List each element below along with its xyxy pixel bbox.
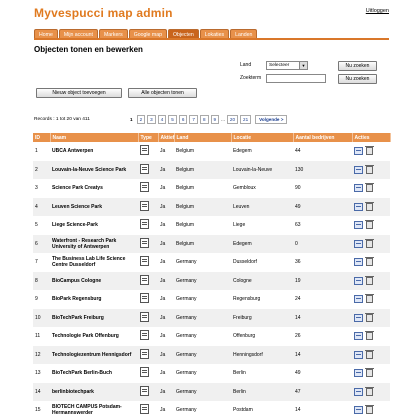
cell-location: Offenburg <box>233 333 256 340</box>
trash-icon[interactable] <box>366 295 373 303</box>
cell-actions <box>352 142 390 161</box>
cell-location: Edegem <box>231 235 293 254</box>
page-link[interactable]: 21 <box>240 115 251 124</box>
table-row <box>33 161 390 180</box>
cell-company-count: 49 <box>293 198 352 217</box>
column-header: Acties <box>352 133 390 142</box>
document-icon <box>140 386 149 396</box>
trash-icon[interactable] <box>366 314 373 322</box>
cell-land: Germany <box>176 259 197 266</box>
document-icon <box>140 201 149 211</box>
land-select[interactable] <box>266 61 308 70</box>
edit-icon[interactable] <box>354 277 363 285</box>
page-link[interactable]: 6 <box>179 115 188 124</box>
cell-active: Ja <box>160 333 166 340</box>
records-count: Records : 1 tot 20 van 411 <box>34 117 90 122</box>
document-icon <box>140 312 149 322</box>
cell-name: BioTechPark Berlin-Buch <box>52 370 112 377</box>
cell-actions <box>352 290 390 309</box>
cell-company-count: 36 <box>295 259 301 266</box>
cell-company-count: 63 <box>295 222 301 229</box>
cell-land: Belgium <box>176 185 195 192</box>
cell-company-count: 19 <box>293 272 352 291</box>
cell-name: BioTechPark Freiburg <box>50 309 138 328</box>
cell-type <box>138 383 158 402</box>
edit-icon[interactable] <box>354 406 363 414</box>
cell-actions <box>352 253 390 272</box>
edit-icon[interactable] <box>354 351 363 359</box>
cell-type <box>138 253 158 272</box>
cell-land: Germany <box>176 370 197 377</box>
document-icon <box>140 145 149 155</box>
edit-icon[interactable] <box>354 221 363 229</box>
cell-id: 6 <box>33 235 50 254</box>
cell-land: Belgium <box>174 198 231 217</box>
pagination <box>128 115 287 124</box>
search-input[interactable] <box>266 74 326 83</box>
cell-company-count: 49 <box>295 370 301 377</box>
cell-type <box>138 198 158 217</box>
cell-type <box>138 364 158 383</box>
trash-icon[interactable] <box>366 184 373 192</box>
cell-land: Germany <box>174 383 231 402</box>
tab-mijn-account[interactable]: Mijn account <box>59 29 98 39</box>
cell-type <box>138 309 158 328</box>
cell-company-count: 44 <box>295 148 301 155</box>
trash-icon[interactable] <box>366 147 373 155</box>
edit-icon[interactable] <box>354 240 363 248</box>
cell-name: Science Park Creatys <box>52 185 103 192</box>
cell-company-count: 90 <box>295 185 301 192</box>
page-ellipsis: ... <box>221 117 225 122</box>
page-link[interactable]: 9 <box>211 115 220 124</box>
cell-name: berlinbiotechpark <box>50 383 138 402</box>
cell-location: Edegem <box>233 148 252 155</box>
table-row <box>33 327 390 346</box>
table-row <box>33 383 390 402</box>
trash-icon[interactable] <box>366 369 373 377</box>
cell-name: Technologiezentrum Hennigsdorf <box>50 346 138 365</box>
cell-id: 5 <box>35 222 38 229</box>
table-row <box>33 253 390 272</box>
cell-id: 10 <box>33 309 50 328</box>
cell-land: Belgium <box>176 222 195 229</box>
document-icon <box>140 349 149 359</box>
cell-company-count: 14 <box>293 309 352 328</box>
cell-type <box>138 179 158 198</box>
land-select-value: Selecteer <box>269 63 290 68</box>
trash-icon[interactable] <box>366 351 373 359</box>
table-row <box>33 198 390 217</box>
column-header: ID <box>33 133 50 142</box>
trash-icon[interactable] <box>366 203 373 211</box>
cell-location: Leuven <box>231 198 293 217</box>
cell-active: Ja <box>160 185 166 192</box>
cell-actions <box>352 383 390 402</box>
table-row <box>33 216 390 235</box>
cell-company-count: 24 <box>295 296 301 303</box>
edit-icon[interactable] <box>354 369 363 377</box>
trash-icon[interactable] <box>366 332 373 340</box>
cell-location: Berlin <box>231 383 293 402</box>
document-icon <box>140 219 149 229</box>
column-header: Aktief <box>158 133 174 142</box>
page-link[interactable]: 2 <box>137 115 146 124</box>
trash-icon[interactable] <box>366 388 373 396</box>
cell-land: Germany <box>176 333 197 340</box>
cell-active: Ja <box>158 198 174 217</box>
cell-company-count: 14 <box>293 346 352 365</box>
tab-google-map[interactable]: Google map <box>129 29 167 39</box>
search-label: Zoekterm <box>240 75 262 81</box>
page-title: Objecten tonen en bewerken <box>34 45 143 54</box>
cell-location: Henningsdorf <box>231 346 293 365</box>
cell-active: Ja <box>158 272 174 291</box>
cell-name: Louvain-la-Neuve Science Park <box>50 161 138 180</box>
document-icon <box>140 293 149 303</box>
cell-land: Germany <box>176 296 197 303</box>
cell-id: 11 <box>35 333 41 340</box>
trash-icon[interactable] <box>366 406 373 414</box>
page-link[interactable]: 5 <box>168 115 177 124</box>
cell-actions <box>352 235 390 254</box>
document-icon <box>140 367 149 377</box>
edit-icon[interactable] <box>354 203 363 211</box>
document-icon <box>140 404 149 414</box>
cell-type <box>138 290 158 309</box>
show-all-objects-button[interactable]: Alle objecten tonen <box>128 88 197 98</box>
cell-active: Ja <box>160 222 166 229</box>
table-row <box>33 235 390 254</box>
cell-actions <box>352 309 390 328</box>
cell-actions <box>352 327 390 346</box>
cell-name: Leuven Science Park <box>50 198 138 217</box>
cell-actions <box>352 179 390 198</box>
edit-icon[interactable] <box>354 147 363 155</box>
page-link[interactable]: 20 <box>227 115 238 124</box>
document-icon <box>140 256 149 266</box>
cell-type <box>138 401 158 420</box>
cell-active: Ja <box>158 383 174 402</box>
cell-location: Louvain-la-Neuve <box>231 161 293 180</box>
cell-name: BioPark Regensburg <box>52 296 102 303</box>
search-term-button[interactable]: Nu zoeken <box>338 74 377 84</box>
cell-land: Germany <box>176 407 197 414</box>
cell-name: BioCampus Cologne <box>50 272 138 291</box>
cell-location: Freiburg <box>231 309 293 328</box>
cell-active: Ja <box>160 259 166 266</box>
cell-active: Ja <box>158 161 174 180</box>
logout-link[interactable]: Uitloggen <box>365 8 389 14</box>
main-nav-tabs <box>34 29 258 38</box>
edit-icon[interactable] <box>354 295 363 303</box>
edit-icon[interactable] <box>354 388 363 396</box>
cell-active: Ja <box>158 309 174 328</box>
next-page-button[interactable]: Volgende > <box>255 115 287 124</box>
app-title: Myvespucci map admin <box>34 6 173 20</box>
cell-id: 9 <box>35 296 38 303</box>
search-land-button[interactable]: Nu zoeken <box>338 61 377 71</box>
tab-lokaties[interactable]: Lokaties <box>200 29 229 39</box>
trash-icon[interactable] <box>366 240 373 248</box>
column-header: Type <box>138 133 158 142</box>
tab-landen[interactable]: Landen <box>230 29 257 39</box>
chevron-down-icon: ▼ <box>299 62 307 69</box>
cell-name: Liege Science-Park <box>52 222 98 229</box>
cell-location: Dusseldorf <box>233 259 257 266</box>
cell-land: Belgium <box>174 161 231 180</box>
cell-actions <box>352 272 390 291</box>
table-row <box>33 290 390 309</box>
cell-type <box>138 272 158 291</box>
table-row <box>33 142 390 161</box>
cell-id: 3 <box>35 185 38 192</box>
cell-actions <box>352 216 390 235</box>
cell-active: Ja <box>160 407 166 414</box>
cell-id: 13 <box>35 370 41 377</box>
table-row <box>33 309 390 328</box>
land-label: Land <box>240 62 252 68</box>
cell-company-count: 130 <box>293 161 352 180</box>
table-row <box>33 364 390 383</box>
cell-land: Belgium <box>174 235 231 254</box>
table-row <box>33 179 390 198</box>
cell-location: Gembloux <box>233 185 256 192</box>
page-link[interactable]: 8 <box>200 115 209 124</box>
cell-company-count: 47 <box>293 383 352 402</box>
cell-id: 12 <box>33 346 50 365</box>
cell-active: Ja <box>158 346 174 365</box>
cell-actions <box>352 401 390 420</box>
cell-id: 15 <box>35 407 41 414</box>
document-icon <box>140 238 149 248</box>
cell-active: Ja <box>160 370 166 377</box>
table-row <box>33 346 390 365</box>
cell-actions <box>352 161 390 180</box>
cell-company-count: 26 <box>295 333 301 340</box>
table-row <box>33 272 390 291</box>
column-header: Naam <box>50 133 138 142</box>
cell-location: Cologne <box>231 272 293 291</box>
trash-icon[interactable] <box>366 221 373 229</box>
tabbar-divider <box>34 38 389 40</box>
cell-type <box>138 142 158 161</box>
cell-land: Germany <box>174 309 231 328</box>
cell-land: Germany <box>174 272 231 291</box>
tab-objecten[interactable]: Objecten <box>168 29 199 39</box>
cell-actions <box>352 364 390 383</box>
trash-icon[interactable] <box>366 166 373 174</box>
document-icon <box>140 275 149 285</box>
page-current: 1 <box>130 117 133 122</box>
cell-name: BIOTECH CAMPUS Potsdam-Hermannswerder <box>52 404 122 417</box>
cell-type <box>138 327 158 346</box>
cell-type <box>138 346 158 365</box>
cell-location: Regensburg <box>233 296 261 303</box>
page-link[interactable]: 7 <box>189 115 198 124</box>
document-icon <box>140 182 149 192</box>
document-icon <box>140 164 149 174</box>
cell-id: 4 <box>33 198 50 217</box>
document-icon <box>140 330 149 340</box>
cell-type <box>138 235 158 254</box>
cell-location: Postdam <box>233 407 253 414</box>
cell-id: 7 <box>35 259 38 266</box>
cell-type <box>138 161 158 180</box>
edit-icon[interactable] <box>354 258 363 266</box>
cell-name: UBCA Antwerpen <box>52 148 94 155</box>
tab-home[interactable]: Home <box>34 29 58 39</box>
add-object-button[interactable]: Nieuw object toevoegen <box>36 88 122 98</box>
edit-icon[interactable] <box>354 184 363 192</box>
page-link[interactable]: 3 <box>147 115 156 124</box>
cell-company-count: 0 <box>293 235 352 254</box>
column-header: Aantal bedrijven <box>293 133 352 142</box>
cell-active: Ja <box>158 235 174 254</box>
trash-icon[interactable] <box>366 277 373 285</box>
tab-markers[interactable]: Markers <box>99 29 128 39</box>
cell-actions <box>352 198 390 217</box>
column-header: Land <box>174 133 231 142</box>
column-header: Locatie <box>231 133 293 142</box>
cell-location: Berlin <box>233 370 246 377</box>
cell-active: Ja <box>160 148 166 155</box>
trash-icon[interactable] <box>366 258 373 266</box>
edit-icon[interactable] <box>354 314 363 322</box>
cell-name: Technologie Park Offenburg <box>52 333 119 340</box>
objects-table <box>33 133 391 420</box>
cell-company-count: 14 <box>295 407 301 414</box>
table-row <box>33 401 390 420</box>
cell-id: 14 <box>33 383 50 402</box>
page-link[interactable]: 4 <box>158 115 167 124</box>
cell-name: The Business Lab Life Science Centre Dusseldorf <box>52 256 126 269</box>
cell-land: Belgium <box>176 148 195 155</box>
table-header-row <box>33 133 390 142</box>
cell-id: 2 <box>33 161 50 180</box>
cell-id: 8 <box>33 272 50 291</box>
cell-actions <box>352 346 390 365</box>
cell-name: Waterfront - Research Park University of Antwerpen <box>50 235 138 254</box>
cell-type <box>138 216 158 235</box>
edit-icon[interactable] <box>354 166 363 174</box>
cell-land: Germany <box>174 346 231 365</box>
cell-location: Liege <box>233 222 246 229</box>
cell-id: 1 <box>35 148 38 155</box>
cell-active: Ja <box>160 296 166 303</box>
edit-icon[interactable] <box>354 332 363 340</box>
